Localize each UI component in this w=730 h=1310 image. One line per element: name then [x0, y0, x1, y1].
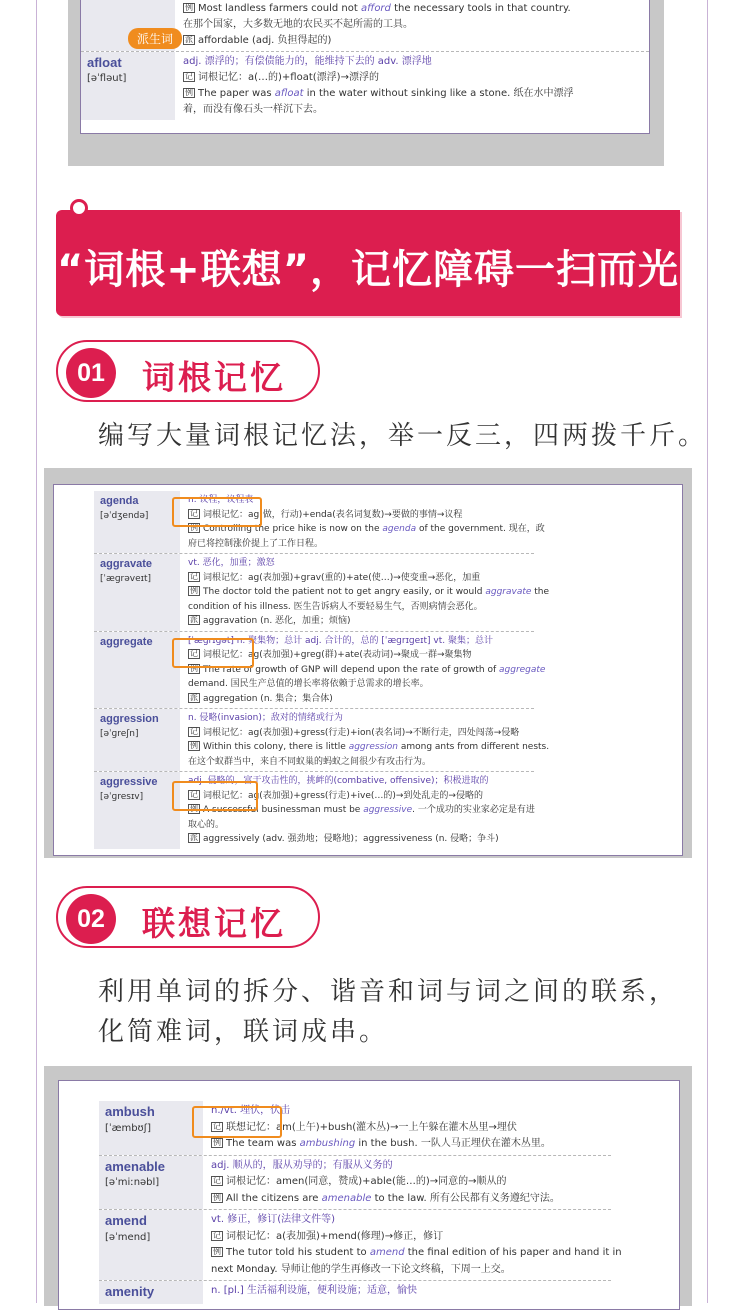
headword: aggravate: [100, 558, 152, 570]
line-text: 词根记忆：ag(表加强)+gress(行走)+ive(…的)→到处乱走的→侵略的: [203, 790, 483, 801]
left-border-line: [36, 0, 37, 1303]
line-text: 词根记忆：a(…的)+float(漂浮)→漂浮的: [198, 72, 379, 83]
line-marker-icon: 例: [213, 1247, 221, 1256]
section-2-description: [98, 972, 678, 1052]
line-marker-icon: 派: [190, 615, 198, 624]
line-text: aggregation (n. 集合；集合体): [203, 693, 333, 704]
section-1-title: 词根记忆: [142, 358, 286, 397]
line-text: The tutor told his student to: [226, 1247, 370, 1258]
pronunciation: [ˈæmbʊʃ]: [105, 1122, 151, 1134]
definition-text: adj. 顺从的，服从劝导的；有服从义务的: [211, 1159, 393, 1171]
line-marker-icon: 记: [185, 72, 193, 81]
entry-line: [188, 692, 545, 707]
entry-line: [188, 832, 535, 847]
highlight-box-agenda: [172, 497, 262, 527]
definition-text: adj. 漂浮的；有偿债能力的，能维持下去的 adv. 漂浮地: [183, 56, 432, 67]
line-text-after: the: [531, 587, 550, 597]
line-text: All the citizens are: [226, 1192, 322, 1204]
entry-body: [180, 554, 557, 631]
headword: aggressive: [100, 776, 158, 788]
highlighted-word: aggravate: [485, 587, 532, 597]
line-text: 词根记忆：amen(同意，赞成)+able(能…的)→同意的→顺从的: [226, 1176, 507, 1187]
section-banner: [56, 210, 680, 316]
section-2-heading: [56, 886, 320, 948]
line-marker-icon: 例: [185, 88, 193, 97]
line-text-after: the final edition of his paper and hand it in: [404, 1247, 622, 1258]
line-text: 词根记忆：ag(表加强)+gress(行走)+ion(表名词)→不断行走，四处闯荡→侵略: [203, 727, 520, 738]
line-marker-icon: 派: [190, 692, 198, 702]
entry-headword-column: [94, 491, 180, 553]
line-text: The doctor told the patient not to get angry easily, or it would: [203, 587, 486, 597]
line-text: 联想记忆：am(上午)+bush(灌木丛)→一上午躲在灌木丛里→埋伏: [226, 1121, 517, 1133]
entry-line: [211, 1158, 603, 1175]
highlighted-word: ambushing: [299, 1138, 356, 1149]
entry-headword-column: [99, 1101, 203, 1155]
entry-line: [211, 1283, 603, 1300]
line-marker-icon: 例: [213, 1138, 221, 1147]
entry-line: [188, 818, 535, 833]
line-text: The team was: [226, 1138, 300, 1149]
line-text: Controlling the price hike is now on the: [203, 524, 383, 534]
dictionary-entry: [94, 772, 534, 849]
entry-line: [183, 70, 641, 86]
entry-body: [175, 52, 649, 120]
line-marker-icon: 记: [213, 1230, 221, 1240]
pronunciation: [əˈɡresɪv]: [100, 791, 144, 802]
pronunciation: [əˈfləut]: [87, 73, 127, 84]
line-text: The rate of growth of GNP will depend upon the rate of growth of: [203, 664, 499, 675]
entry-line: [211, 1174, 603, 1191]
line-marker-icon: 例: [190, 586, 198, 595]
line-marker-icon: 派: [185, 35, 193, 44]
entry-line: [188, 677, 545, 692]
entry-body: [203, 1210, 630, 1280]
dictionary-entry: [81, 52, 649, 120]
section-2-dictionary-card: [58, 1080, 680, 1310]
line-text: condition of his illness. 医生告诉病人不要轻易生气，否则病情会恶化。: [188, 601, 483, 612]
highlighted-word: aggressive: [363, 805, 413, 815]
line-marker-icon: 例: [213, 1192, 221, 1202]
line-text: Within this colony, there is little: [203, 742, 349, 752]
line-marker-icon: 例: [190, 741, 198, 750]
dictionary-entry: [99, 1156, 611, 1211]
entry-line: [188, 537, 545, 552]
banner-title: “词根+联想”，记忆障碍一扫而光: [56, 247, 680, 293]
line-text: demand. 国民生产总值的增长率将依赖于总需求的增长率。: [188, 679, 429, 689]
definition-text: [ˈæɡrɪɡət] n. 聚集物；总计 adj. 合计的，总的 [ˈæɡrɪɡeɪt] vt. 聚集；总计: [188, 635, 493, 646]
entry-line: [183, 1, 641, 17]
entry-body: [175, 0, 649, 51]
entry-line: [211, 1245, 622, 1262]
line-text: A successful businessman must be: [203, 805, 364, 815]
definition-text: vt. 修正，修订(法律文件等): [211, 1214, 335, 1225]
entry-headword-column: [94, 554, 180, 631]
headword: ambush: [105, 1104, 155, 1119]
highlighted-word: amend: [369, 1247, 405, 1258]
headword: aggregate: [100, 635, 153, 648]
pronunciation: [ˈæɡrəveɪt]: [100, 573, 152, 584]
line-text-after: of the government. 现在，政: [416, 524, 545, 534]
line-marker-icon: 记: [190, 508, 198, 518]
line-marker-icon: 例: [190, 523, 198, 532]
entry-line: [183, 102, 641, 118]
pronunciation: [əˈdʒendə]: [100, 510, 149, 521]
line-marker-icon: 记: [190, 789, 198, 799]
line-marker-icon: 记: [190, 649, 198, 658]
entry-headword-column: [99, 1210, 203, 1280]
entry-line: [183, 17, 641, 33]
line-text: 在那个国家，大多数无地的农民买不起所需的工具。: [183, 19, 413, 30]
dictionary-entry: [99, 1210, 622, 1281]
line-marker-icon: 记: [213, 1176, 221, 1185]
definition-text: adj. 侵略的，富于攻击性的，挑衅的(combative, offensive)；积极进取的: [188, 776, 489, 786]
headword: aggression: [100, 713, 159, 725]
line-text: next Monday. 导师让他的学生再修改一下论文终稿，下周一上交。: [211, 1263, 511, 1275]
entry-line: [188, 614, 549, 629]
definition-text: n. 侵略(invasion)；敌对的情绪或行为: [188, 713, 343, 723]
line-text: 着，而没有像石头一样沉下去。: [183, 104, 323, 115]
entry-line: [188, 726, 549, 741]
entry-headword-column: [99, 1156, 203, 1210]
line-text: aggressively (adv. 强劲地；侵略地)；aggressiveness (n. 侵略；争斗): [203, 834, 499, 844]
headword: amenable: [105, 1158, 165, 1174]
definition-text: vt. 恶化，加重；激怒: [188, 558, 275, 568]
highlight-box-aggregate: [172, 638, 254, 668]
section-2-title: 联想记忆: [142, 904, 286, 943]
banner-pin-icon: [70, 199, 88, 217]
line-text: 词根记忆：ag(表加强)+grav(重的)+ate(使…)→使变重→恶化，加重: [203, 572, 481, 583]
entry-body: [180, 709, 557, 771]
entry-headword-column: [94, 772, 180, 849]
line-text: aggravation (n. 恶化，加重；烦恼): [203, 616, 351, 626]
section-1-number: 01: [66, 348, 116, 398]
highlight-box-ambush: [192, 1106, 282, 1138]
top-dictionary-card: [80, 0, 650, 134]
section-1-description: 编写大量词根记忆法，举一反三，四两拨千斤。: [98, 421, 708, 451]
definition-text: n. [pl.] 生活福利设施，便利设施；适意，愉快: [211, 1285, 417, 1296]
highlighted-word: aggression: [348, 742, 398, 752]
entry-line: [211, 1191, 603, 1208]
line-text: 取心的。: [188, 819, 225, 830]
dictionary-entry: [94, 554, 550, 632]
entry-line: [188, 585, 549, 600]
line-marker-icon: 记: [213, 1121, 221, 1131]
pronunciation: [əˈmend]: [105, 1231, 151, 1243]
section-1-heading: [56, 340, 320, 402]
entry-headword-column: [81, 52, 175, 120]
entry-line: [188, 755, 549, 770]
headword: afloat: [87, 55, 122, 70]
entry-body: [203, 1156, 611, 1210]
section-2-description-line-2: 化简难词，联词成串。: [98, 1017, 389, 1047]
headword: amenity: [105, 1284, 155, 1299]
highlight-box-aggressive: [172, 781, 258, 811]
highlighted-word: afford: [360, 3, 391, 14]
line-text-after: among ants from different nests.: [397, 742, 550, 752]
line-text-after: in the bush. 一队人马正埋伏在灌木丛里。: [355, 1138, 551, 1149]
entry-body: [203, 1281, 611, 1304]
dictionary-entry: [94, 709, 550, 772]
entry-line: [188, 571, 549, 586]
line-text: 词根记忆：a(表加强)+mend(修理)→修正，修订: [226, 1230, 444, 1242]
headword: agenda: [100, 495, 139, 507]
line-marker-icon: 例: [190, 663, 198, 673]
entry-line: [183, 54, 641, 70]
section-2-description-line-1: 利用单词的拆分、谐音和词与词之间的联系，: [98, 977, 679, 1007]
entry-line: [188, 740, 549, 755]
entry-line: [188, 556, 549, 571]
entry-headword-column: [94, 709, 180, 771]
section-2-number: 02: [66, 894, 116, 944]
line-text: 词根记忆：ag(做，行动)+enda(表名词复数)→要做的事情→议程: [203, 509, 463, 520]
line-text: The paper was: [198, 88, 275, 99]
right-border-line: [707, 0, 708, 1303]
entry-line: [188, 711, 549, 726]
definition-text: n./vt. 埋伏，伏击: [211, 1105, 291, 1116]
line-text: Most landless farmers could not: [198, 3, 361, 14]
definition-text: n. 议程，议程表: [188, 495, 254, 505]
entry-line: [211, 1136, 603, 1153]
derived-word-tag: 派生词: [128, 28, 182, 49]
line-marker-icon: 派: [190, 833, 198, 842]
line-text-after: the necessary tools in that country.: [390, 3, 571, 14]
highlighted-word: amenable: [321, 1192, 372, 1204]
line-marker-icon: 例: [185, 3, 193, 12]
line-marker-icon: 例: [190, 804, 198, 813]
line-marker-icon: 记: [190, 571, 198, 581]
line-text: 词根记忆：ag(表加强)+greg(群)+ate(表动词)→聚成一群→聚集物: [203, 650, 472, 660]
entry-line: [188, 600, 549, 615]
entry-line: [211, 1262, 622, 1279]
highlighted-word: afloat: [274, 88, 304, 99]
entry-line: [211, 1229, 622, 1246]
entry-line: [183, 33, 641, 49]
dictionary-entry: [99, 1101, 611, 1156]
pronunciation: [əˈmiːnəbl]: [105, 1177, 160, 1188]
section-1-dictionary-card: [53, 484, 683, 856]
line-text: affordable (adj. 负担得起的): [198, 35, 332, 46]
line-text: 在这个蚁群当中，来自不同蚁巢的蚂蚁之间很少有攻击行为。: [188, 756, 432, 767]
entry-line: [211, 1212, 622, 1229]
line-text: 府已将控制涨价提上了工作日程。: [188, 538, 324, 549]
line-text-after: . 一个成功的实业家必定是有进: [412, 805, 535, 815]
entry-headword-column: [94, 632, 180, 709]
highlighted-word: aggregate: [499, 664, 546, 675]
pronunciation: [əˈɡreʃn]: [100, 728, 139, 739]
line-text-after: in the water without sinking like a stone. 纸在水中漂浮: [303, 88, 574, 99]
line-marker-icon: 记: [190, 726, 198, 736]
highlighted-word: agenda: [382, 524, 417, 534]
dictionary-entry: [94, 632, 546, 710]
entry-line: [183, 86, 641, 102]
dictionary-entry: [94, 491, 545, 554]
dictionary-entry: [99, 1281, 611, 1304]
line-text-after: to the law. 所有公民都有义务遵纪守法。: [371, 1192, 560, 1204]
headword: amend: [105, 1213, 147, 1228]
entry-headword-column: [99, 1281, 203, 1304]
